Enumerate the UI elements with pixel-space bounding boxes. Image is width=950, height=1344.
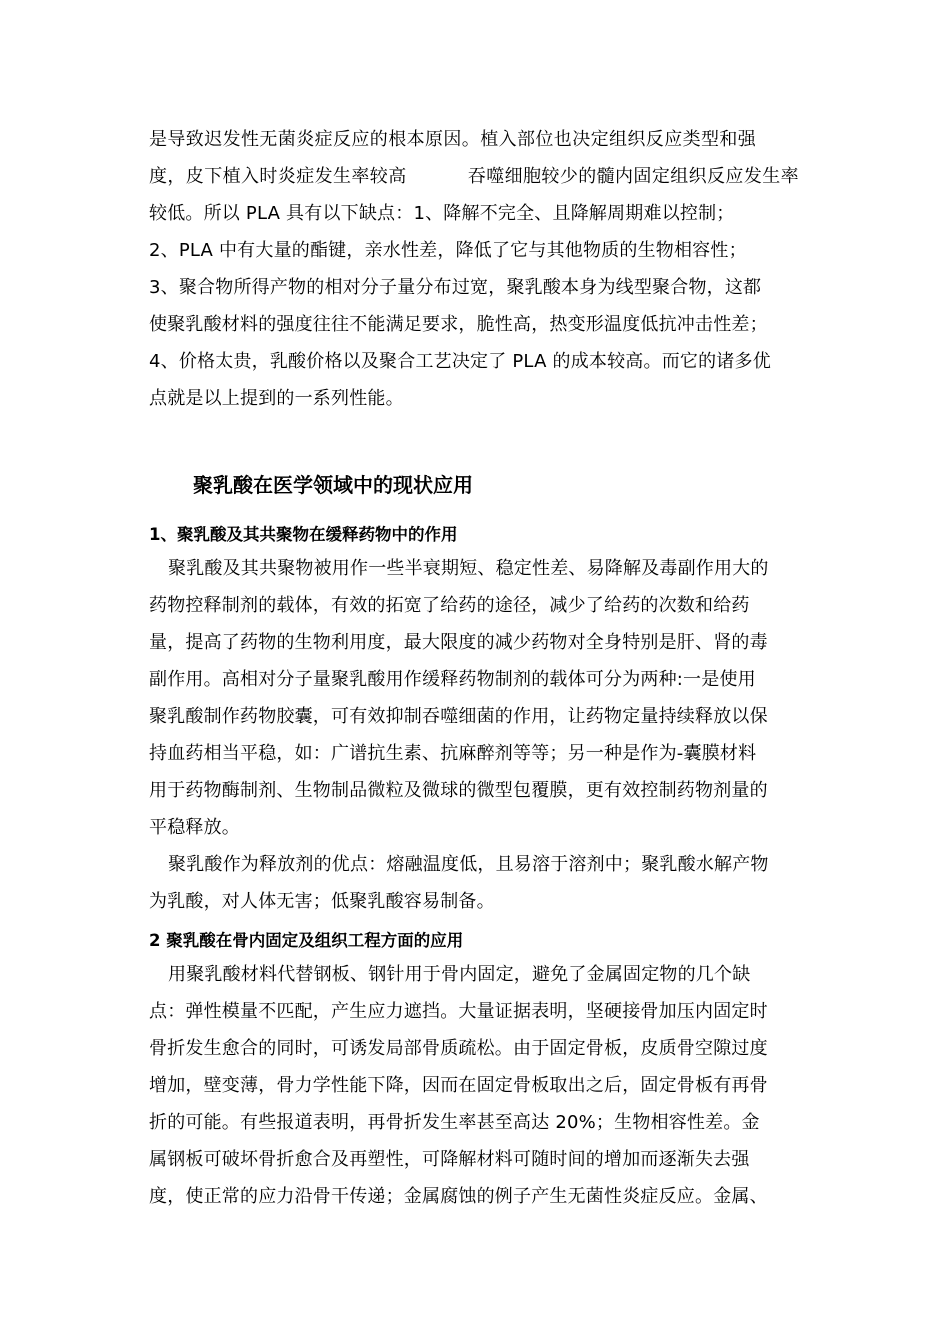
- intro-line-1: 是导致迟发性无菌炎症反应的根本原因。植入部位也决定组织反应类型和强: [149, 129, 757, 150]
- sub2-line-6: 属钢板可破坏骨折愈合及再塑性，可降解材料可随时间的增加而逐渐失去强: [149, 1149, 750, 1170]
- sub1b-line-2: 为乳酸，对人体无害；低聚乳酸容易制备。: [149, 891, 495, 912]
- sub1-line-3: 量，提高了药物的生物利用度，最大限度的减少药物对全身特别是肝、肾的毒: [149, 632, 768, 653]
- intro-line-6: 使聚乳酸材料的强度往往不能满足要求，脆性高，热变形温度低抗冲击性差；: [149, 314, 768, 335]
- sub1-line-2: 药物控释制剂的载体，有效的拓宽了给药的途径，减少了给药的次数和给药: [149, 595, 750, 616]
- sub1-line-1: 聚乳酸及其共聚物被用作一些半衰期短、稳定性差、易降解及毒副作用大的: [168, 558, 769, 579]
- sub2-line-2: 点：弹性模量不匹配，产生应力遮挡。大量证据表明，坚硬接骨加压内固定时: [149, 1001, 768, 1022]
- sub2-line-7: 度，使正常的应力沿骨干传递；金属腐蚀的例子产生无菌性炎症反应。金属、: [149, 1186, 768, 1207]
- intro-line-2: 度，皮下植入时炎症发生率较高 吞噬细胞较少的髓内固定组织反应发生率: [149, 166, 800, 187]
- intro-line-3: 较低。所以 PLA 具有以下缺点：1、降解不完全、且降解周期难以控制；: [149, 203, 735, 224]
- section-title: 聚乳酸在医学领域中的现状应用: [193, 473, 473, 497]
- subsection-2-heading: 2 聚乳酸在骨内固定及组织工程方面的应用: [149, 931, 464, 950]
- sub1-line-7: 用于药物酶制剂、生物制品微粒及微球的微型包覆膜，更有效控制药物剂量的: [149, 780, 768, 801]
- subsection-1-heading: 1、聚乳酸及其共聚物在缓释药物中的作用: [149, 525, 458, 544]
- sub1-line-8: 平稳释放。: [149, 817, 240, 838]
- intro-line-5: 3、聚合物所得产物的相对分子量分布过宽，聚乳酸本身为线型聚合物，这都: [149, 277, 762, 298]
- sub1-line-6: 持血药相当平稳，如：广谱抗生素、抗麻醉剂等等；另一种是作为-囊膜材料: [149, 743, 757, 764]
- sub2-line-1: 用聚乳酸材料代替钢板、钢针用于骨内固定，避免了金属固定物的几个缺: [168, 964, 751, 985]
- sub2-line-5: 折的可能。有些报道表明，再骨折发生率甚至高达 20%；生物相容性差。金: [149, 1112, 760, 1133]
- intro-line-7: 4、价格太贵，乳酸价格以及聚合工艺决定了 PLA 的成本较高。而它的诸多优: [149, 351, 771, 372]
- sub2-line-3: 骨折发生愈合的同时，可诱发局部骨质疏松。由于固定骨板，皮质骨空隙过度: [149, 1038, 768, 1059]
- sub1-line-5: 聚乳酸制作药物胶囊，可有效抑制吞噬细菌的作用，让药物定量持续释放以保: [149, 706, 768, 727]
- intro-line-8: 点就是以上提到的一系列性能。: [149, 388, 404, 409]
- intro-line-4: 2、PLA 中有大量的酯键，亲水性差，降低了它与其他物质的生物相容性；: [149, 240, 747, 261]
- sub1b-line-1: 聚乳酸作为释放剂的优点：熔融温度低，且易溶于溶剂中；聚乳酸水解产物: [168, 854, 769, 875]
- sub2-line-4: 增加，壁变薄，骨力学性能下降，因而在固定骨板取出之后，固定骨板有再骨: [149, 1075, 768, 1096]
- sub1-line-4: 副作用。高相对分子量聚乳酸用作缓释药物制剂的载体可分为两种:一是使用: [149, 669, 756, 690]
